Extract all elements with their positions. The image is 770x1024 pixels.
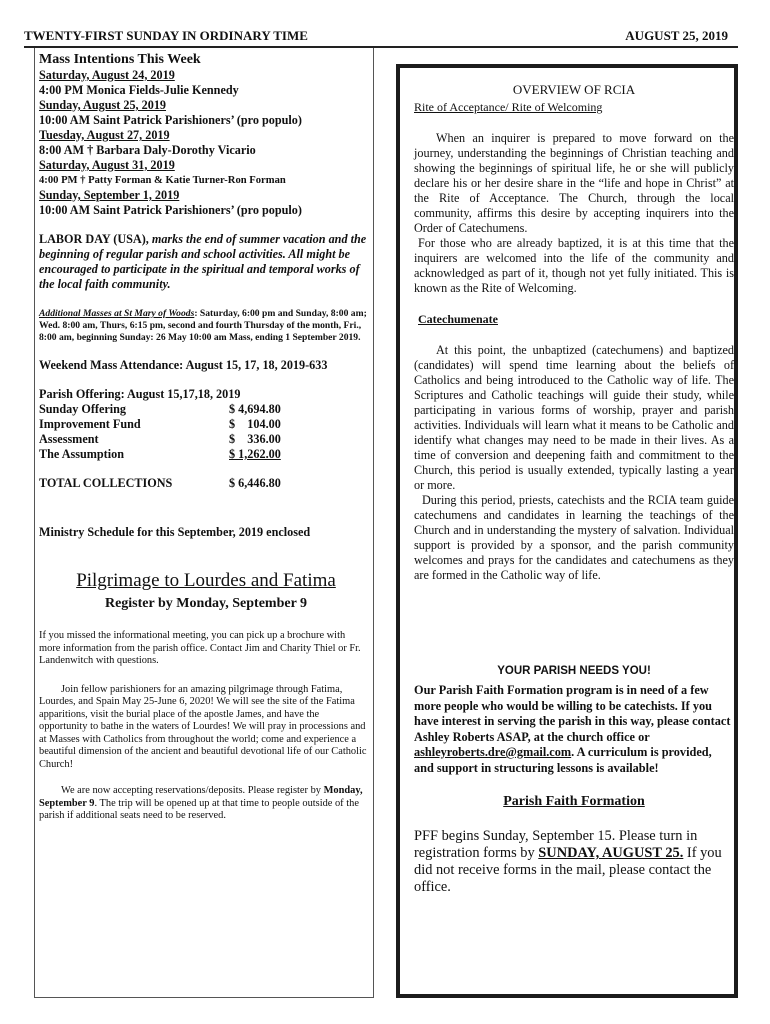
intention-date: Sunday, August 25, 2019 (39, 98, 167, 112)
mass-intentions-list (39, 68, 373, 218)
additional-masses (39, 308, 369, 344)
rcia-welcoming-text: For those who are already baptized, it is at this time that the inquirers are welcomed into the life of the community and acknowledged as part of it, though not yet fully initiated. This is known as the Rite of Welcoming. (414, 236, 734, 295)
intention-entry: 10:00 AM Saint Patrick Parishioners’ (pro populo) (39, 203, 302, 217)
pff-deadline: SUNDAY, AUGUST 25. (538, 845, 684, 861)
offering-value: $ 336.00 (229, 432, 281, 446)
offering-label: Improvement Fund (39, 417, 141, 431)
liturgical-title: TWENTY-FIRST SUNDAY IN ORDINARY TIME (24, 28, 308, 43)
offering-title: Parish Offering: August 15,17,18, 2019 (39, 387, 241, 401)
parish-needs-text (414, 683, 734, 776)
pff-title: Parish Faith Formation (503, 794, 645, 809)
catechumenate-support-text: During this period, priests, catechists and the RCIA team guide catechumens and candidates in learning the teachings of the Church and in understanding the mystery of salvation. Individual support is provided by a sponsor, and the parish community welcomes and prays for the candidates and catechumens as they are formed in the Catholic way of life. (414, 493, 734, 582)
intention-date: Sunday, September 1, 2019 (39, 188, 180, 202)
offering-row (39, 402, 299, 417)
pff-text (414, 828, 734, 896)
intention-date: Saturday, August 24, 2019 (39, 68, 175, 82)
offering-value: $ 1,262.00 (229, 447, 281, 461)
offering-value: $ 4,694.80 (229, 402, 281, 416)
mass-intentions-title: Mass Intentions This Week (39, 52, 201, 67)
additional-masses-label: Additional Masses at St Mary of Woods (39, 308, 195, 319)
right-column (414, 82, 734, 896)
labor-day-lead: LABOR DAY (USA), (39, 232, 149, 246)
bulletin-date: AUGUST 25, 2019 (625, 28, 728, 43)
pilgrimage-description: Join fellow parishioners for an amazing pilgrimage through Fatima, Lourdes, and Spain May 25-June 6, 2020! We will see the site of the Fatima apparitions, visit the burial place of the apostle James, and have the opportunity to bathe in the waters of Lourdes! We will pray in processions and at Masses with Catholics from throughout the world; come and experience a beautiful dimension of the ancient and beautiful devotional life of our Catholic Church! (39, 683, 367, 770)
total-row (39, 476, 299, 491)
offering-label: Sunday Offering (39, 402, 127, 416)
registration-text: We are now accepting reservations/deposits. Please register by (61, 785, 324, 796)
intention-entry: 10:00 AM Saint Patrick Parishioners’ (pro populo) (39, 113, 302, 127)
offering-table (39, 402, 299, 491)
offering-value: $ 104.00 (229, 417, 281, 431)
intention-entry: 4:00 PM † Patty Forman & Katie Turner-Ron Forman (39, 175, 286, 186)
catechumenate-text: At this point, the unbaptized (catechumens) and baptized (candidates) will spend time learning about the beliefs of Catholics and being introduced to the Catholic way of life. The Scriptures and Catholic teachings will guide their study, while participating in various forms of worship, prayer and parish activities. Individuals will learn what it means to be Catholic and identify what changes may need to be made in their lives. As a time of conversion and deepening faith and commitment to the Church, this period is usually extended, typically lasting a year or more. (414, 343, 734, 492)
registration-text-end: . The trip will be opened up at that time to people outside of the parish if additional seats need to be reserved. (39, 797, 359, 821)
offering-row (39, 432, 299, 447)
registration-deadline: Monday, September 9 (39, 785, 363, 809)
catechumenate-title: Catechumenate (418, 312, 498, 326)
pilgrimage-subtitle: Register by Monday, September 9 (104, 596, 308, 611)
pilgrimage-title: Pilgrimage to Lourdes and Fatima (76, 570, 336, 591)
pilgrimage-info: If you missed the informational meeting, you can pick up a brochure with more information from the parish office. Contact Jim and Charity Thiel or Fr. Landenwitch with questions. (39, 630, 361, 666)
ministry-schedule-note: Ministry Schedule for this September, 2019 enclosed (39, 525, 311, 539)
needs-text-start: Our Parish Faith Formation program is in need of a few more people who would be willing to be catechists. If you have interest in serving the parish in this way, please contact Ashley Roberts ASAP, at the church office or (414, 683, 731, 744)
weekend-attendance: Weekend Mass Attendance: August 15, 17, 18, 2019-633 (39, 358, 328, 372)
rcia-acceptance-text: When an inquirer is prepared to move forward on the journey, understanding the beginnings of Christian teaching and showing the beginnings of spiritual life, he or she will publicly declare his or her desire share in the “life and hope in Christ” at the Rite of Acceptance. The Church, through the local community, affirms this desire by accepting inquirers into the Order of Catechumens. (414, 131, 734, 235)
labor-day-text: marks the end of summer vacation and the beginning of regular parish and school activities. All might be encouraged to participate in the spiritual and temporal works of the local faith community. (39, 232, 367, 291)
rcia-title: OVERVIEW OF RCIA (512, 82, 636, 97)
pff-text-start: PFF begins Sunday, September 15. Please turn in registration forms by (414, 828, 698, 861)
offering-label: The Assumption (39, 447, 125, 461)
email-link[interactable]: ashleyroberts.dre@gmail.com (414, 745, 572, 759)
offering-row (39, 447, 299, 462)
labor-day-notice (39, 232, 369, 292)
intention-date: Tuesday, August 27, 2019 (39, 128, 170, 142)
pff-text-end: If you did not receive forms in the mail, please contact the office. (414, 845, 722, 895)
left-column (34, 48, 374, 998)
total-value: $ 6,446.80 (229, 476, 281, 490)
parish-needs-title: YOUR PARISH NEEDS YOU! (497, 665, 651, 677)
needs-text-end: . A curriculum is provided, and support in structuring lessons is available! (414, 745, 712, 775)
intention-entry: 8:00 AM † Barbara Daly-Dorothy Vicario (39, 143, 256, 157)
pilgrimage-registration (39, 785, 369, 823)
intention-entry: 4:00 PM Monica Fields-Julie Kennedy (39, 83, 239, 97)
intention-date: Saturday, August 31, 2019 (39, 158, 175, 172)
additional-masses-text: : Saturday, 6:00 pm and Sunday, 8:00 am; Wed. 8:00 am, Thurs, 6:15 pm, second and fourth Thursday of the month, Fri., 8:00 am, beginning Sunday: 26 May 10:00 am Mass, ending 1 September 2019. (39, 308, 367, 343)
offering-row (39, 417, 299, 432)
offering-label: Assessment (39, 432, 99, 446)
total-label: TOTAL COLLECTIONS (39, 476, 173, 490)
rcia-subtitle: Rite of Acceptance/ Rite of Welcoming (414, 100, 603, 114)
